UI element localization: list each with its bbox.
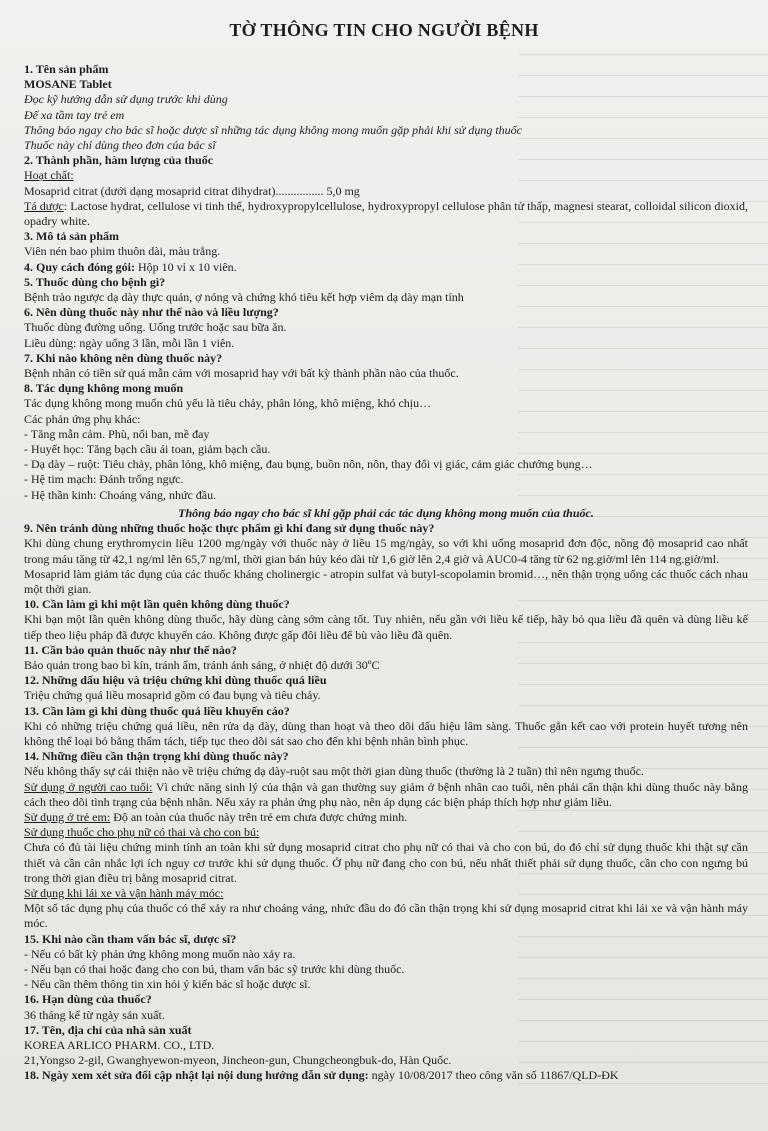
driving-use-text: Một số tác dụng phụ của thuốc có thể xảy ra như choáng váng, nhức đầu do đó cần thận trọng khi sử dụng mosaprid citrat khi lái xe và vận hành máy móc.: [24, 901, 748, 931]
section-6-line: Liều dùng: ngày uống 3 lần, mỗi lần 1 viên.: [24, 335, 235, 350]
section-14-heading: 14. Những điều cần thận trọng khi dùng thuốc này?: [24, 749, 289, 764]
section-9-heading: 9. Nên tránh dùng những thuốc hoặc thực phẩm gì khi đang sử dụng thuốc này?: [24, 521, 435, 536]
section-12-heading: 12. Những dấu hiệu và triệu chứng khi dùng thuốc quá liều: [24, 673, 327, 688]
manufacturer-name: KOREA ARLICO PHARM. CO., LTD.: [24, 1038, 215, 1052]
product-name: MOSANE Tablet: [24, 77, 112, 92]
side-effect-notice: Thông báo ngay cho bác sĩ khi gặp phải các tác dụng không mong muốn của thuốc.: [178, 505, 594, 520]
note-line: Đọc kỹ hướng dẫn sử dụng trước khi dùng: [24, 92, 228, 107]
section-18-heading: 18. Ngày xem xét sửa đổi cập nhật lại nội dung hướng dẫn sử dụng:: [24, 1068, 369, 1083]
section-3-heading: 3. Mô tả sản phẩm: [24, 229, 120, 244]
elderly-use-paragraph: [24, 780, 748, 810]
section-5-text: Bệnh trào ngược dạ dày thực quản, ợ nóng và chứng khó tiêu kết hợp viêm dạ dày mạn tính: [24, 290, 464, 305]
child-use-text: Độ an toàn của thuốc này trên trẻ em chưa được chứng minh.: [110, 809, 408, 824]
section-13-text: Khi có những triệu chứng quá liều, nên rửa dạ dày, dùng than hoạt và theo dõi dấu hiệu lâm sàng. Thuốc gắn kết cao với protein huyết tương nên không thể loại bỏ bằng thẩm tách, tiếp tục theo dõi sát sao cho đến khi bệnh nhân bình phục.: [24, 718, 748, 748]
driving-use-label: Sử dụng khi lái xe và vận hành máy móc:: [24, 885, 224, 900]
pregnancy-use-text: Chưa có đủ tài liệu chứng minh tính an toàn khi sử dụng mosaprid citrat cho phụ nữ có thai và cho con bú, do đó chỉ sử dụng thuốc khi thật sự cần thiết và cần cân nhắc lợi ích nguy cơ trước khi sử dụng thuốc. Ở phụ nữ đang cho con bú, nếu nhất thiết phải sử dụng thuốc, cần cho con ngưng bú trong thời gian điều trị bằng mosaprid citrat.: [24, 840, 748, 885]
pregnancy-use-label: Sử dụng thuốc cho phụ nữ có thai và cho con bú:: [24, 825, 260, 840]
section-16-text: 36 tháng kể từ ngày sản xuất.: [24, 1007, 165, 1022]
section-6-heading: 6. Nên dùng thuốc này như thế nào và liều lượng?: [24, 305, 279, 320]
section-10-heading: 10. Cần làm gì khi một lần quên không dùng thuốc?: [24, 597, 290, 612]
section-13-heading: 13. Cần làm gì khi dùng thuốc quá liều khuyến cáo?: [24, 703, 290, 718]
manufacturer-address: 21,Yongso 2-gil, Gwanghyewon-myeon, Jincheon-gun, Chungcheongbuk-do, Hàn Quốc.: [24, 1053, 452, 1068]
consult-item: - Nếu cần thêm thông tin xin hỏi ý kiến bác sĩ hoặc dược sĩ.: [24, 977, 311, 992]
child-use-paragraph: [24, 810, 748, 825]
side-effect-item: - Dạ dày – ruột: Tiêu chảy, phân lỏng, khô miệng, đau bụng, buồn nôn, nôn, thay đổi vị giác, cảm giác chướng bụng…: [24, 457, 593, 472]
section-7-text: Bệnh nhân có tiền sử quá mẫn cảm với mosaprid hay với bất kỳ thành phần nào của thuốc.: [24, 366, 459, 381]
excipients-label: Tá dược: [24, 198, 64, 213]
section-4-text: Hộp 10 vỉ x 10 viên.: [135, 259, 237, 274]
section-5-heading: 5. Thuốc dùng cho bệnh gì?: [24, 274, 166, 289]
side-effect-item: - Hệ tim mạch: Đánh trống ngực.: [24, 472, 184, 487]
side-effect-item: - Huyết học: Tăng bạch cầu ái toan, giảm bạch cầu.: [24, 442, 271, 457]
excipients-paragraph: [24, 199, 748, 229]
section-1-heading: 1. Tên sản phẩm: [24, 62, 109, 76]
section-12-text: Triệu chứng quá liều mosaprid gồm có đau bụng và tiêu chảy.: [24, 688, 321, 703]
side-effect-item: - Tăng mẫn cảm. Phù, nổi ban, mề đay: [24, 426, 210, 441]
elderly-use-label: Sử dụng ở người cao tuổi:: [24, 779, 153, 794]
note-line: Thông báo ngay cho bác sĩ hoặc dược sĩ những tác dụng không mong muốn gặp phải khi sử dụng thuốc: [24, 122, 522, 137]
section-8-heading: 8. Tác dụng không mong muốn: [24, 381, 184, 396]
section-17-heading: 17. Tên, địa chỉ của nhà sản xuất: [24, 1022, 192, 1037]
section-9-paragraph: Mosaprid làm giảm tác dụng của các thuốc kháng cholinergic - atropin sulfat và butyl-scopolamin bromid…, nên thận trọng uống các thuốc cách nhau một thời gian.: [24, 566, 748, 596]
note-line: Để xa tầm tay trẻ em: [24, 107, 125, 122]
section-9-paragraph: Khi dùng chung erythromycin liều 1200 mg/ngày với thuốc này ở liều 15 mg/ngày, so với khi uống mosaprid đơn độc, nồng độ mosaprid cao nhất trong máu tăng từ 42,1 ng/ml lên 65,7 ng/ml, thời gian bán hủy kéo dài từ 1,6 giờ lên 2,4 giờ và AUC0-4 tăng từ 62 ng.giờ/ml lên 114 ng.giờ/ml.: [24, 536, 748, 566]
section-8-line: Các phản ứng phụ khác:: [24, 411, 141, 426]
section-7-heading: 7. Khi nào không nên dùng thuốc này?: [24, 350, 223, 365]
section-15-heading: 15. Khi nào cần tham vấn bác sĩ, dược sĩ?: [24, 931, 237, 946]
excipients-text: : Lactose hydrat, cellulose vi tinh thể, hydroxypropylcellulose, hydroxypropyl cellulose phân tử thấp, magnesi stearat, colloidal silicon dioxid, opadry white.: [24, 198, 748, 229]
active-ingredient-line: Mosaprid citrat (dưới dạng mosaprid citrat dihydrat)................ 5,0 mg: [24, 183, 360, 198]
section-6-line: Thuốc dùng đường uống. Uống trước hoặc sau bữa ăn.: [24, 320, 287, 335]
section-10-text: Khi bạn một lần quên không dùng thuốc, hãy dùng càng sớm càng tốt. Tuy nhiên, nếu gần với liều kế tiếp, hãy bỏ qua liều đã quên và dùng liều kế tiếp theo liệu pháp đã được khuyến cáo. Không được gấp đôi liều để bù vào liều đã quên.: [24, 612, 748, 642]
side-effect-item: - Hệ thần kinh: Choáng váng, nhức đầu.: [24, 487, 217, 502]
section-11-heading: 11. Cần bảo quản thuốc này như thế nào?: [24, 642, 237, 657]
section-4-heading: 4. Quy cách đóng gói:: [24, 259, 136, 274]
section-18-text: ngày 10/08/2017 theo công văn số 11867/QLD-ĐK: [368, 1068, 619, 1083]
active-ingredient-label: Hoạt chất:: [24, 168, 74, 183]
child-use-label: Sử dụng ở trẻ em:: [24, 809, 111, 824]
section-18-line: [24, 1068, 748, 1083]
section-4-line: [24, 260, 748, 275]
document-title: TỜ THÔNG TIN CHO NGƯỜI BỆNH: [229, 20, 539, 40]
consult-item: - Nếu bạn có thai hoặc đang cho con bú, tham vấn bác sỹ trước khi dùng thuốc.: [24, 961, 405, 976]
section-11-text: Bảo quản trong bao bì kín, tránh ẩm, tránh ánh sáng, ở nhiệt độ dưới 30ºC: [24, 657, 380, 672]
consult-item: - Nếu có bất kỳ phản ứng không mong muốn nào xảy ra.: [24, 946, 296, 961]
note-line: Thuốc này chỉ dùng theo đơn của bác sĩ: [24, 138, 216, 153]
section-16-heading: 16. Hạn dùng của thuốc?: [24, 992, 152, 1007]
elderly-use-text: Vì chức năng sinh lý của thận và gan thường suy giảm ở bệnh nhân cao tuổi, nên phải cẩn thận khi dùng thuốc này bằng cách theo dõi tình trạng của bệnh nhân. Nếu xảy ra phản ứng phụ nào, nên áp dụng các biện pháp thích hợp như giảm liều.: [24, 779, 748, 809]
leaflet-body: [24, 62, 748, 1084]
section-8-line: Tác dụng không mong muốn chủ yếu là tiêu chảy, phân lỏng, khô miệng, khó chịu…: [24, 396, 432, 411]
section-2-heading: 2. Thành phần, hàm lượng của thuốc: [24, 153, 214, 168]
section-3-text: Viên nén bao phim thuôn dài, màu trắng.: [24, 244, 221, 259]
section-14-paragraph: Nếu không thấy sự cải thiện nào về triệu chứng dạ dày-ruột sau một thời gian dùng thuốc (thường là 2 tuần) thì nên ngưng thuốc.: [24, 764, 644, 779]
